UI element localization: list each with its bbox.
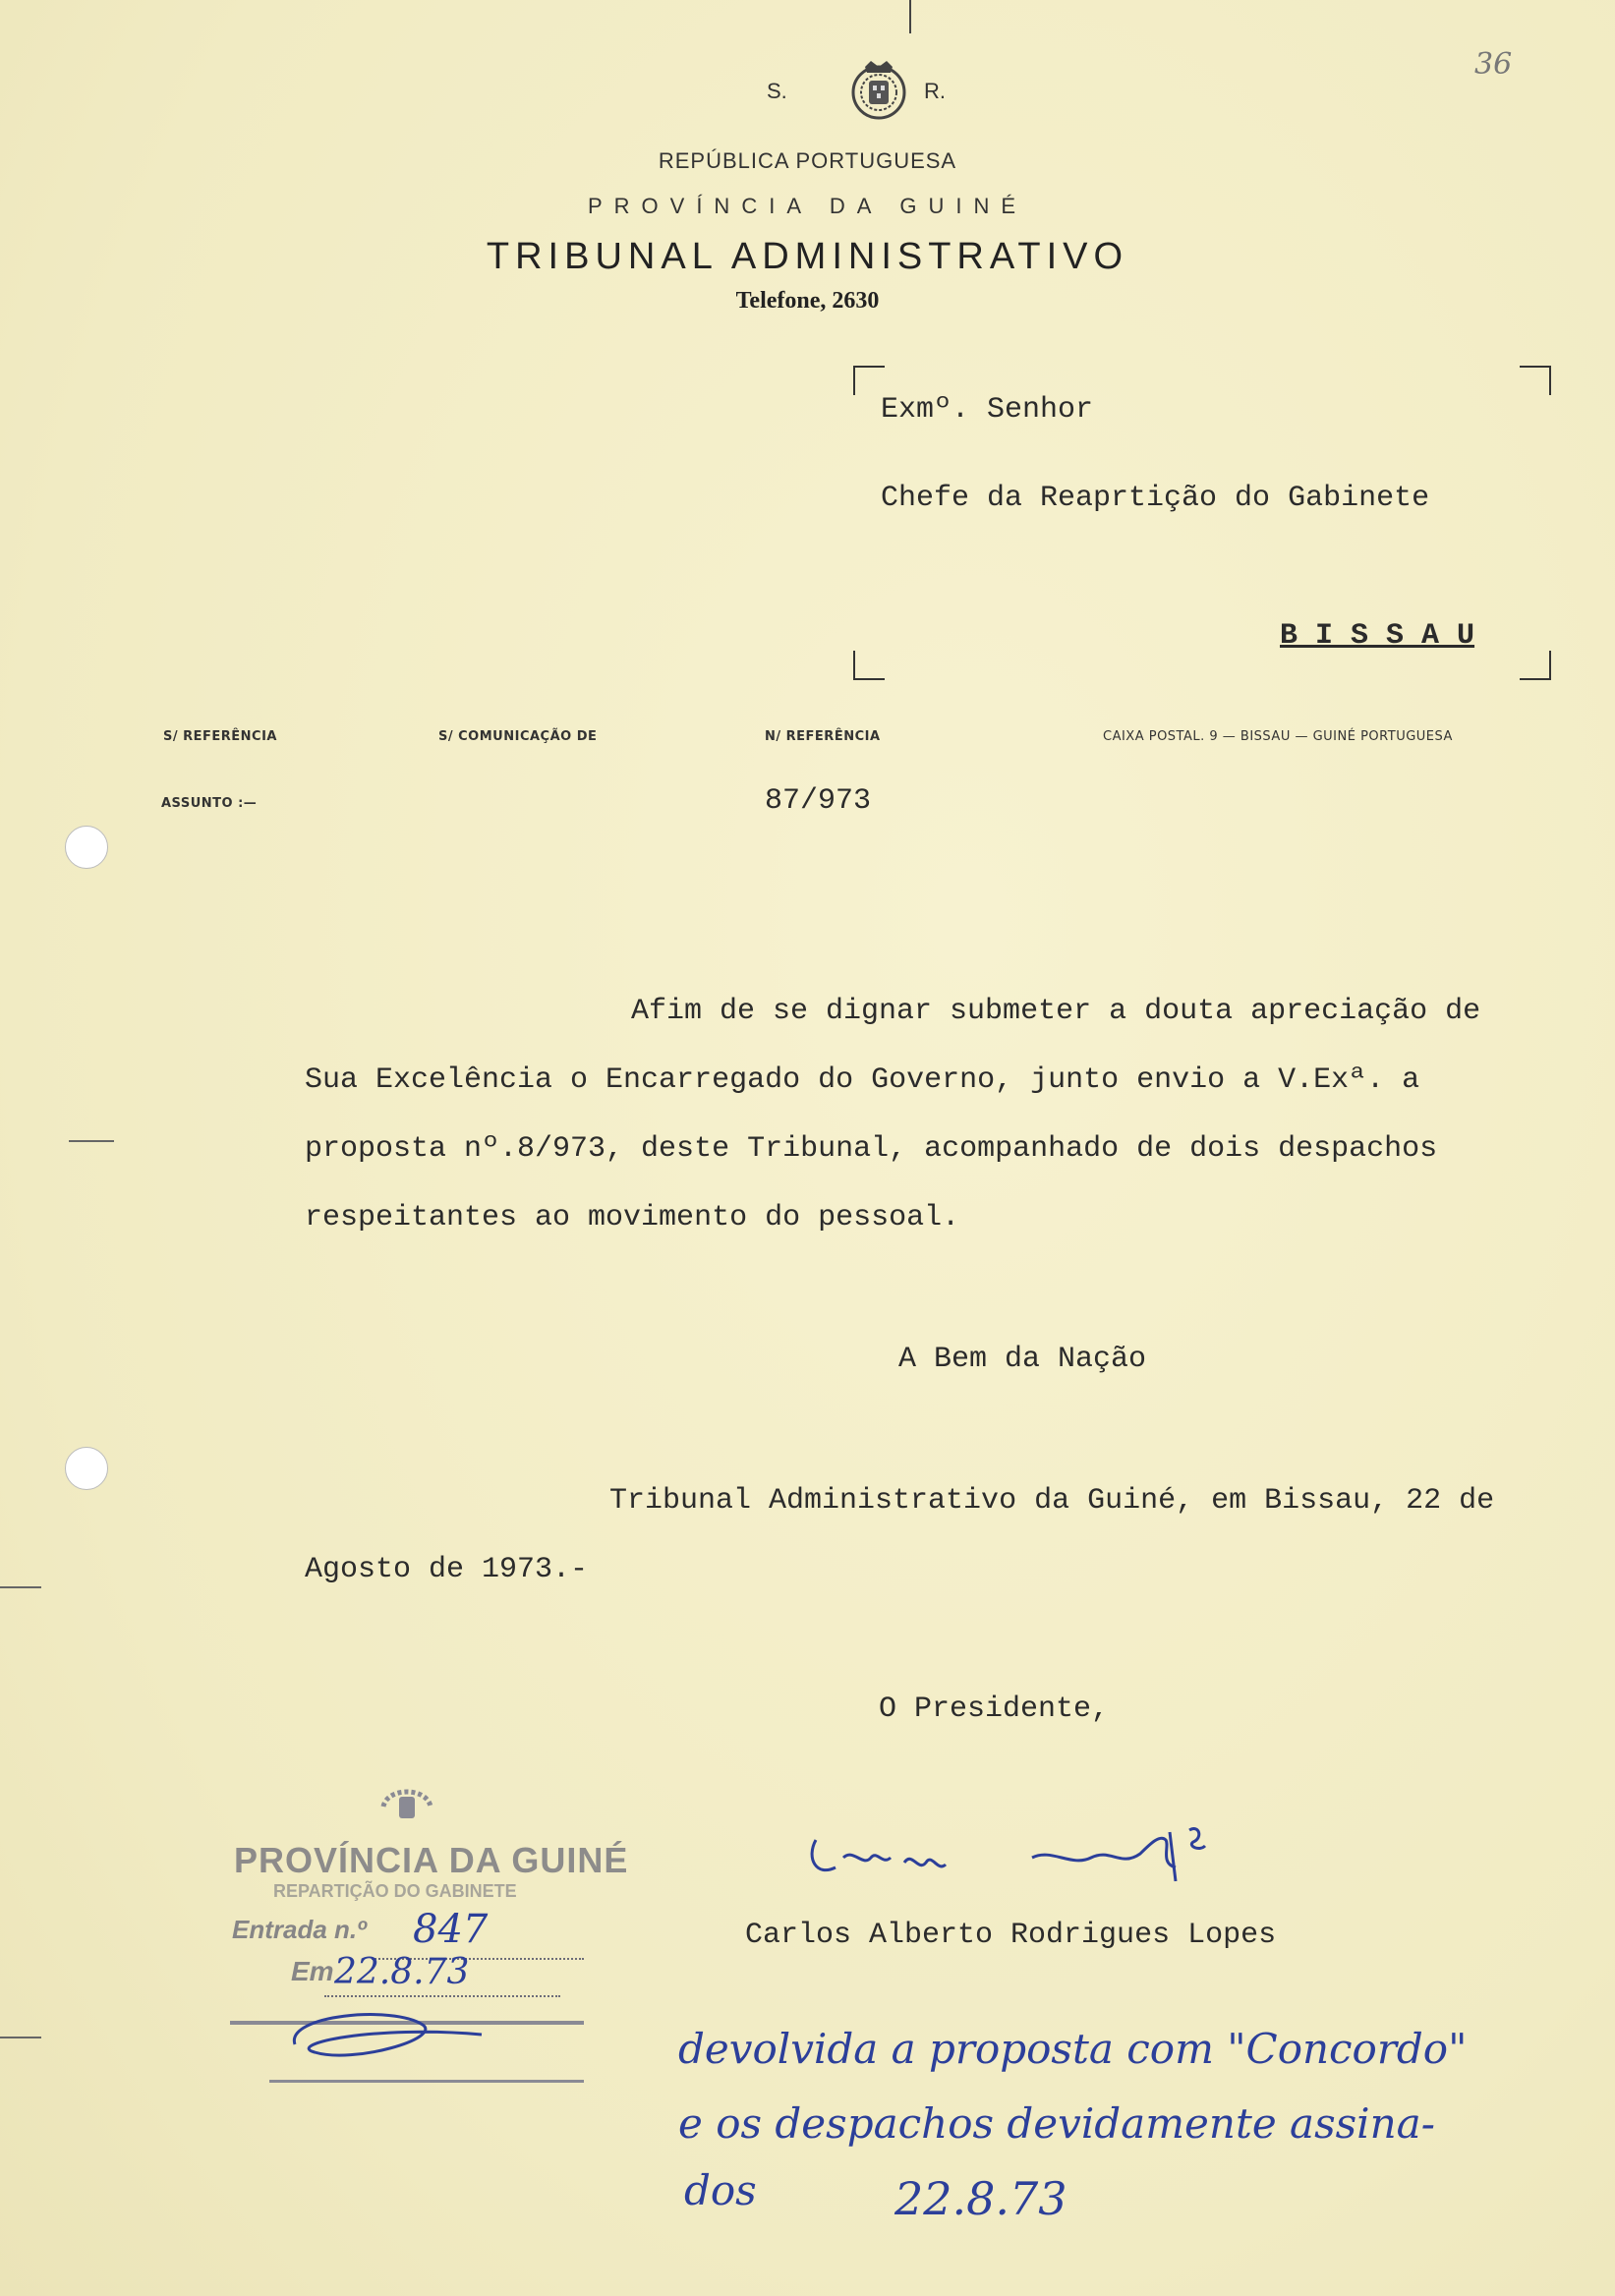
republic-heading: REPÚBLICA PORTUGUESA xyxy=(658,148,957,173)
caixa-postal-label: CAIXA POSTAL. 9 — BISSAU — GUINÉ PORTUGUESA xyxy=(1103,729,1453,744)
addressee-city: B I S S A U xyxy=(1280,619,1475,653)
handwritten-note-date: 22.8.73 xyxy=(894,2172,1067,2225)
page-number-handwritten: 36 xyxy=(1474,47,1513,82)
assunto-label: ASSUNTO :— xyxy=(161,796,258,811)
margin-mark-1 xyxy=(69,1140,114,1142)
margin-mark-2 xyxy=(0,1586,41,1588)
stamp-rule-bottom xyxy=(269,2080,584,2083)
body-line-3: proposta nº.8/973, deste Tribunal, acompanhado de dois despachos xyxy=(305,1132,1438,1166)
body-line-4: respeitantes ao movimento do pessoal. xyxy=(305,1201,960,1234)
addressee-title: Chefe da Reaprtição do Gabinete xyxy=(881,482,1430,515)
n-referencia-label: N/ REFERÊNCIA xyxy=(765,729,881,744)
s-comunicacao-label: S/ COMUNICAÇÃO DE xyxy=(438,729,598,744)
stamp-entrada-label: Entrada n.º xyxy=(232,1915,367,1944)
handwritten-note-line-2: e os despachos devidamente assina- xyxy=(678,2099,1435,2148)
address-corner-top-left xyxy=(853,366,885,395)
addressee-salutation: Exmº. Senhor xyxy=(881,393,1094,427)
stamp-province: PROVÍNCIA DA GUINÉ xyxy=(234,1840,629,1880)
top-tick xyxy=(909,0,911,33)
stamp-reparticao: REPARTIÇÃO DO GABINETE xyxy=(273,1881,517,1901)
closing-line: A Bem da Nação xyxy=(898,1343,1147,1376)
stamp-emblem xyxy=(377,1777,436,1830)
stamp-em-underline xyxy=(324,1995,560,1997)
place-date-line-2: Agosto de 1973.- xyxy=(305,1553,589,1586)
punch-hole-bottom xyxy=(65,1447,108,1490)
stamp-entrada-value: 847 xyxy=(413,1907,489,1952)
stamp-em-label: Em xyxy=(291,1956,334,1986)
signer-role: O Presidente, xyxy=(879,1693,1110,1726)
handwritten-signature xyxy=(796,1818,1307,1887)
r-mark: R. xyxy=(924,79,946,103)
n-referencia-value: 87/973 xyxy=(765,784,872,818)
place-date-line-1: Tribunal Administrativo da Guiné, em Bissau, 22 de xyxy=(609,1484,1495,1518)
address-corner-bottom-right xyxy=(1520,651,1551,680)
body-line-2: Sua Excelência o Encarregado do Governo, junto envio a V.Exª. a xyxy=(305,1063,1420,1097)
phone-line: Telefone, 2630 xyxy=(735,288,880,314)
handwritten-note-line-1: devolvida a proposta com "Concordo" xyxy=(678,2025,1468,2073)
body-line-1: Afim de se dignar submeter a douta apreciação de xyxy=(631,995,1481,1028)
handwritten-note-line-3: dos xyxy=(684,2166,757,2214)
address-corner-top-right xyxy=(1520,366,1551,395)
stamp-em-value: 22.8.73 xyxy=(334,1952,470,1992)
stamp-scribble xyxy=(275,2005,501,2074)
margin-mark-3 xyxy=(0,2037,41,2038)
coat-of-arms-emblem xyxy=(847,57,910,128)
address-corner-bottom-left xyxy=(853,651,885,680)
s-mark: S. xyxy=(767,79,787,103)
province-heading: PROVÍNCIA DA GUINÉ xyxy=(587,194,1028,218)
s-referencia-label: S/ REFERÊNCIA xyxy=(163,729,277,744)
signer-name: Carlos Alberto Rodrigues Lopes xyxy=(745,1919,1277,1952)
tribunal-heading: TRIBUNAL ADMINISTRATIVO xyxy=(486,236,1129,277)
punch-hole-top xyxy=(65,826,108,869)
